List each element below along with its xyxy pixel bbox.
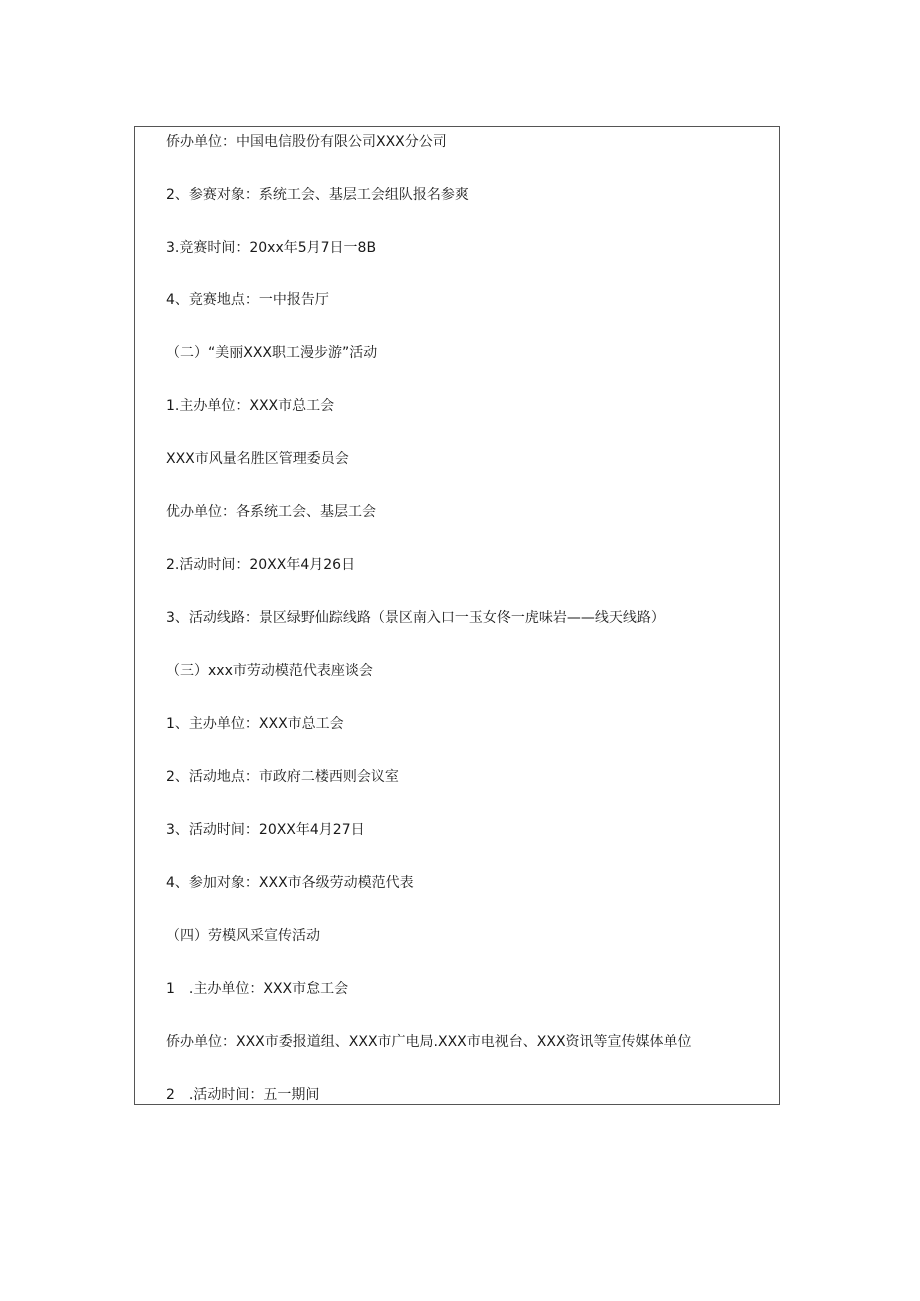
section-heading: （二）“美丽XXX职工漫步游”活动 bbox=[166, 345, 378, 361]
text-line: XXX市风量名胜区管理委员会 bbox=[166, 451, 349, 467]
text-line: 3.竞赛时间：20xx年5月7日一8B bbox=[166, 240, 377, 256]
text-line: 侨办单位：中国电信股份有限公司XXX分公司 bbox=[166, 134, 447, 150]
section-heading: （四）劳模风采宣传活动 bbox=[166, 928, 320, 944]
text-line: 2、活动地点：市政府二楼西则会议室 bbox=[166, 769, 399, 785]
text-line: 2.活动时间：20XX年4月26日 bbox=[166, 557, 356, 573]
text-line: 1.主办单位：XXX市总工会 bbox=[166, 398, 335, 414]
text-line: 2 .活动时间：五一期间 bbox=[166, 1087, 320, 1103]
text-line: 2、参赛对象：系统工会、基层工会组队报名参爽 bbox=[166, 187, 469, 203]
text-line: 1、主办单位：XXX市总工会 bbox=[166, 716, 344, 732]
text-line: 优办单位：各系统工会、基层工会 bbox=[166, 504, 376, 520]
text-line: 4、竞赛地点：一中报告厅 bbox=[166, 292, 329, 308]
text-line: 3、活动线路：景区绿野仙踪线路（景区南入口一玉女佟一虎味岩——线天线路） bbox=[166, 610, 665, 626]
text-line: 4、参加对象：XXX市各级劳动模范代表 bbox=[166, 875, 414, 891]
text-line: 3、活动时间：20XX年4月27日 bbox=[166, 822, 365, 838]
section-heading: （三）xxx市劳动模范代表座谈会 bbox=[166, 663, 373, 679]
text-line: 1 .主办单位：XXX市怠工会 bbox=[166, 981, 349, 997]
text-line: 侨办单位：XXX市委报道组、XXX市广电局.XXX市电视台、XXX资讯等宣传媒体单位 bbox=[166, 1034, 692, 1050]
